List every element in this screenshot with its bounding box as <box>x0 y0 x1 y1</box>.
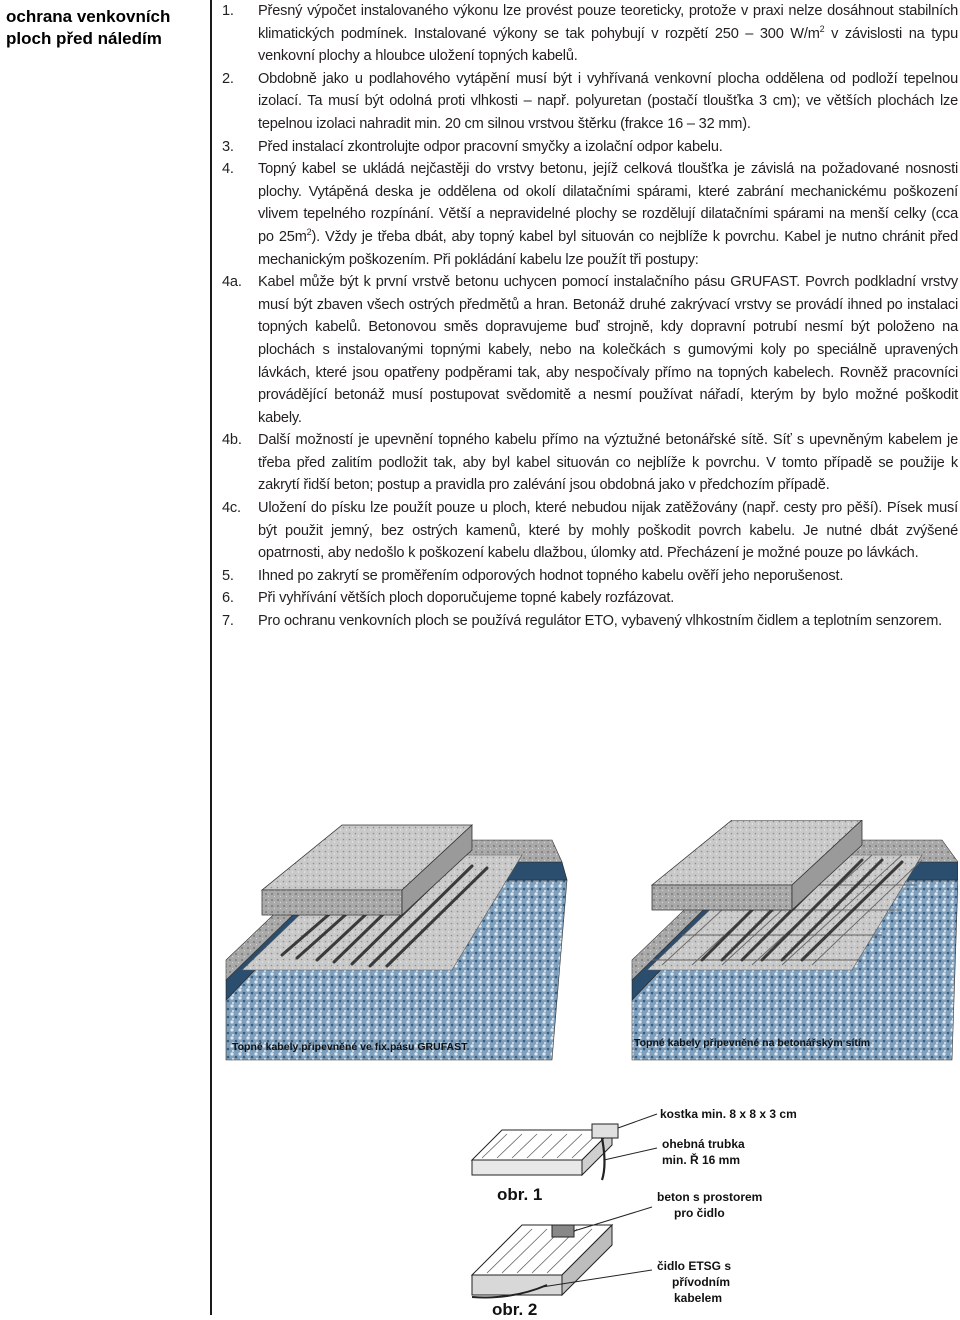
list-item <box>222 68 958 136</box>
item-number: 1. <box>222 3 234 19</box>
instruction-list <box>222 0 958 633</box>
right-illustration <box>632 820 958 1060</box>
item-number: 4c. <box>222 500 241 517</box>
obr-2-label: obr. 2 <box>492 1300 538 1315</box>
list-item <box>222 610 958 633</box>
item-number: 5. <box>222 567 234 584</box>
list-item <box>222 271 958 429</box>
list-item <box>222 497 958 565</box>
list-item <box>222 429 958 497</box>
item-text: Při vyhřívání větších ploch doporučujeme topné kabely rozfázovat. <box>258 590 675 607</box>
tube-label-2: min. Ř 16 mm <box>662 1153 741 1167</box>
left-figure-caption: Topné kabely připevněné ve fix.pásu GRUFAST <box>232 1041 468 1053</box>
beton-label-1: beton s prostorem <box>657 1190 763 1204</box>
obr-1-label: obr. 1 <box>497 1185 543 1204</box>
item-number: 2. <box>222 70 234 87</box>
cidlo-label-2: přívodním <box>672 1275 731 1289</box>
divider-rule <box>210 0 212 1315</box>
figures-svg <box>222 820 958 1315</box>
item-number: 4a. <box>222 274 242 291</box>
tube-label-1: ohebná trubka <box>662 1137 745 1151</box>
sidebar <box>0 0 210 1315</box>
item-number: 6. <box>222 590 234 607</box>
item-number: 3. <box>222 138 234 155</box>
item-text: Uložení do písku lze použít pouze u ploch, které nebudou nijak zatěžovány (např. cesty pro pěší). Písek musí být použit jemný, bez ostrých kamenů, které by mohly poškodit povrch kabelu. Je nutné dbát zvýšené opatrnosti, aby nedošlo k poškození kabelu dlažbou, úlomky atd. Přecházení je možné pouze po lávkách. <box>258 500 958 562</box>
section-title: ochrana venkovních ploch před náledím <box>6 7 171 48</box>
list-item <box>222 565 958 588</box>
list-item <box>222 0 958 68</box>
item-text: Kabel může být k první vrstvě betonu uchycen pomocí instalačního pásu GRUFAST. Povrch podkladní vrstvy musí být zbaven všech ostrých předmětů a hran. Betonáž druhé zakrývací vrstvy se provádí ihned po instalaci topných kabelů. Betonovou směs dopravujeme buď strojně, kdy dopravní potrubí nesmí být položeno na plochách s instalovanými topnými kabely, nebo na kolečkách s gumovými koly po speciálně upravených lávkách, které jsou opatřeny podpěrami tak, aby nespočívaly přímo na topných kabelech. Rovněž pracovníci provádějící betonáž musí postupovat svědomitě a nesmí používat nářadí, kterým by bylo možné poškodit kabely. <box>258 274 958 426</box>
obr-2-drawing <box>472 1190 762 1315</box>
sensor-detail-diagram <box>472 1107 797 1315</box>
list-item <box>222 158 958 271</box>
item-number: 4. <box>222 161 234 178</box>
item-text: Další možností je upevnění topného kabelu přímo na výztužné betonářské sítě. Síť s upevněným kabelem je třeba před zalitím podložit tak, aby byl kabel situován co nejblíže k povrchu. V tomto případě se použije k zakrytí řidší beton; postup a pravidla pro zalévání jsou obdobná jako v předchozím případě. <box>258 432 958 494</box>
list-item <box>222 587 958 610</box>
item-number: 7. <box>222 613 234 630</box>
item-text: Obdobně jako u podlahového vytápění musí být i vyhřívaná venkovní plocha oddělena od podloží tepelnou izolací. Ta musí být odolná proti vlhkosti – např. polyuretan (postačí tloušťka 3 cm); ve větších plochách lze tepelnou izolaci nahradit min. 20 cm silnou vrstvou štěrku (frakce 16 – 32 mm). <box>258 70 958 132</box>
beton-label-2: pro čidlo <box>674 1206 725 1220</box>
item-text: Topný kabel se ukládá nejčastěji do vrstvy betonu, jejíž celková tloušťka je závislá na požadované nosnosti plochy. Vytápěná deska je oddělena od okolí dilatačními spárami, které zabrání mechanickému poškození vlivem tepelného rozpínání. Větší a nepravidelné plochy se rozdělují dilatačními spárami na menší celky (cca po $25m^2$). Vždy je třeba dbát, aby topný kabel byl situován co nejblíže k povrchu. Kabel je nutno chránit před mechanickým poškozením. Při pokládání kabelu lze použít tři postupy: <box>258 161 958 268</box>
right-figure-caption: Topné kabely připevněné na betonářským sítím <box>634 1037 871 1049</box>
item-number: 4b. <box>222 432 242 449</box>
figures <box>222 820 958 1315</box>
item-text: Ihned po zakrytí se proměřením odporových hodnot topného kabelu ověří jeho neporušenost. <box>258 567 844 584</box>
kostka-label: kostka min. 8 x 8 x 3 cm <box>660 1107 797 1121</box>
item-text: Pro ochranu venkovních ploch se používá regulátor ETO, vybavený vlhkostním čidlem a teplotním senzorem. <box>258 613 943 630</box>
cidlo-label-1: čidlo ETSG s <box>657 1259 732 1273</box>
list-item <box>222 136 958 159</box>
cidlo-label-3: kabelem <box>674 1291 723 1305</box>
item-text: Před instalací zkontrolujte odpor pracovní smyčky a izolační odpor kabelu. <box>258 138 723 155</box>
item-text: Přesný výpočet instalovaného výkonu lze provést pouze teoreticky, protože v praxi nelze dosáhnout stabilních klimatických podmínek. Instalované výkony se tak pohybují v rozpětí 250 – 300 $W/m^2$ v závislosti na typu venkovní plochy a hloubce uložení topných kabelů. <box>258 3 958 65</box>
left-illustration <box>226 825 567 1060</box>
